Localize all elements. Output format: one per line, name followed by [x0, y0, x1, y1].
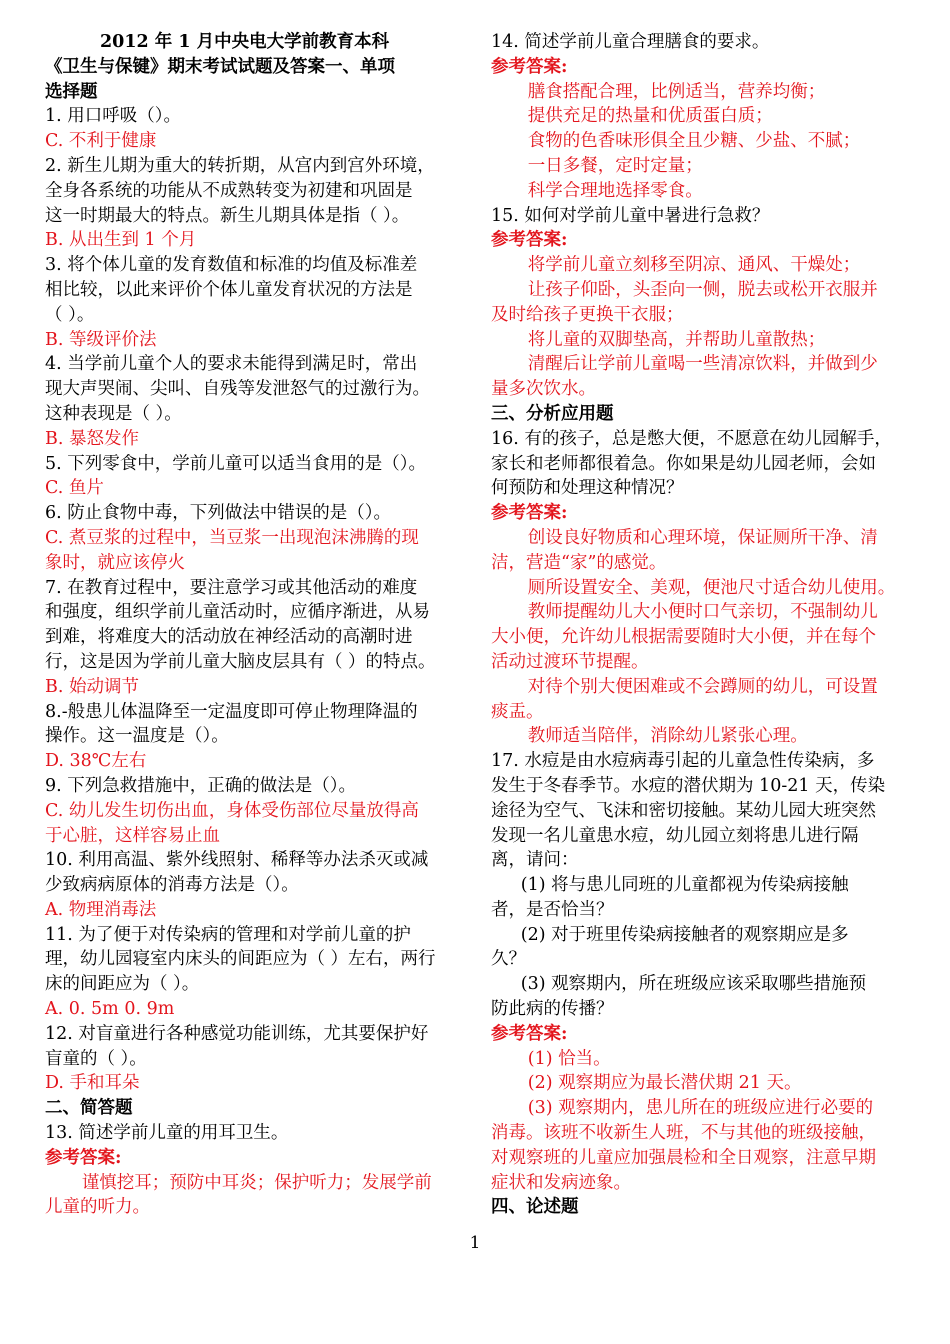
text-line: 科学合理地选择零食。: [527, 180, 703, 201]
text-line: C. 煮豆浆的过程中，当豆浆一出现泡沫沸腾的现: [45, 527, 419, 548]
text-line: 痰盂。: [491, 701, 544, 722]
text-line: 离，请问：: [491, 850, 579, 871]
text-line: 量多次饮水。: [491, 379, 596, 400]
text-line: 对观察班的儿童应加强晨检和全日观察，注意早期: [491, 1147, 876, 1168]
text-line: 6. 防止食物中毒，下列做法中错误的是（）。: [45, 503, 392, 524]
text-line: 床的间距应为（ ）。: [45, 974, 200, 995]
text-line: 消毒。该班不收新生人班，不与其他的班级接触，: [491, 1123, 876, 1144]
text-line: 家长和老师都很着急。你如果是幼儿园老师，会如: [491, 453, 876, 474]
text-line: 7. 在教育过程中，要注意学习或其他活动的难度: [45, 577, 418, 598]
text-line: 全身各系统的功能从不成熟转变为初建和巩固是: [45, 180, 413, 201]
text-line: 《卫生与保键》期末考试试题及答案一、单项: [45, 56, 395, 77]
text-line: 及时给孩子更换干衣服；: [491, 304, 684, 325]
text-line: 17. 水痘是由水痘病毒引起的儿童急性传染病，多: [491, 751, 875, 772]
text-line: 参考答案:: [491, 230, 568, 251]
text-line: 现大声哭闹、尖叫、自残等发泄怒气的过激行为。: [45, 379, 430, 400]
left-column: [45, 30, 457, 1220]
text-line: 食物的色香味形俱全且少糖、少盐、不腻；: [527, 131, 861, 152]
text-line: 一日多餐，定时定量；: [527, 155, 703, 176]
text-line: 10. 利用高温、紫外线照射、稀释等办法杀灭或减: [45, 850, 429, 871]
text-line: 少致病病原体的消毒方法是（）。: [45, 875, 299, 896]
text-line: B. 从出生到 1 个月: [45, 230, 197, 251]
text-line: 这种表现是（ ）。: [45, 403, 182, 424]
text-line: 3. 将个体儿童的发育数值和标准的均值及标准差: [45, 255, 418, 276]
text-line: 15. 如何对学前儿童中暑进行急救？: [491, 205, 770, 226]
text-line: C. 不利于健康: [45, 131, 157, 152]
text-line: (2) 对于班里传染病接触者的观察期应是多: [520, 924, 849, 945]
text-line: 选择题: [45, 81, 98, 102]
text-line: 1. 用口呼吸（）。: [45, 106, 182, 127]
text-line: 发现一名儿童患水痘，幼儿园立刻将患儿进行隔: [491, 825, 859, 846]
text-line: 11. 为了便于对传染病的管理和对学前儿童的护: [45, 924, 411, 945]
text-line: 8.-般患儿体温降至一定温度即可停止物理降温的: [45, 701, 418, 722]
text-line: 和强度，组织学前儿童活动时，应循序渐进，从易: [45, 602, 430, 623]
text-line: 让孩子仰卧，头歪向一侧，脱去或松开衣服并: [527, 279, 878, 300]
text-line: 操作。这一温度是（）。: [45, 726, 229, 747]
text-line: 理，幼儿园寝室内床头的间距应为（ ）左右，两行: [45, 949, 436, 970]
text-line: C. 幼儿发生切伤出血，身体受伤部位尽量放得高: [45, 800, 419, 821]
text-line: 清醒后让学前儿童喝一些清凉饮料，并做到少: [527, 354, 878, 375]
text-line: 于心脏，这样容易止血: [45, 825, 220, 846]
text-line: 谨慎挖耳；预防中耳炎；保护听力；发展学前: [81, 1172, 432, 1193]
text-line: 参考答案:: [45, 1147, 122, 1168]
text-line: B. 暴怒发作: [45, 428, 139, 449]
text-line: B. 始动调节: [45, 676, 139, 697]
text-line: 将儿童的双脚垫高，并帮助儿童散热；: [527, 329, 826, 350]
text-line: 创设良好物质和心理环境，保证厕所干净、清: [527, 527, 878, 548]
text-line: C. 鱼片: [45, 478, 104, 499]
text-line: 教师提醒幼儿大小便时口气亲切，不强制幼儿: [527, 602, 878, 623]
text-line: 三、分析应用题: [491, 403, 614, 424]
text-line: 12. 对盲童进行各种感觉功能训练，尤其要保护好: [45, 1023, 429, 1044]
text-line: 参考答案:: [491, 503, 568, 524]
text-line: D. 手和耳朵: [45, 1073, 140, 1094]
text-line: D. 38℃左右: [45, 751, 147, 772]
text-line: 大小便，允许幼儿根据需要随时大小便，并在每个: [491, 627, 876, 648]
right-column: [491, 30, 905, 1220]
text-line: 四、论述题: [491, 1197, 579, 1218]
text-line: 提供充足的热量和优质蛋白质；: [527, 106, 773, 127]
text-line: 14. 简述学前儿童合理膳食的要求。: [491, 32, 770, 52]
text-line: 参考答案:: [491, 56, 568, 77]
text-line: 症状和发病迹象。: [491, 1172, 631, 1193]
text-line: （ ）。: [45, 304, 95, 325]
text-line: B. 等级评价法: [45, 329, 157, 350]
text-line: 13. 简述学前儿童的用耳卫生。: [45, 1123, 289, 1144]
text-line: 防此病的传播？: [491, 999, 614, 1020]
text-line: 2012 年 1 月中央电大学前教育本科: [100, 32, 390, 52]
text-line: 将学前儿童立刻移至阴凉、通风、干燥处；: [527, 255, 861, 276]
text-line: 厕所设置安全、美观，便池尺寸适合幼儿使用。: [527, 577, 896, 598]
text-line: 到难，将难度大的活动放在神经活动的高潮时进: [45, 627, 413, 648]
text-line: 膳食搭配合理，比例适当，营养均衡；: [527, 81, 826, 102]
text-line: 盲童的（ ）。: [45, 1048, 147, 1069]
text-line: 相比较，以此来评价个体儿童发育状况的方法是: [45, 279, 413, 300]
text-line: (1) 将与患儿同班的儿童都视为传染病接触: [520, 875, 849, 896]
text-line: 久？: [491, 949, 526, 970]
text-line: 二、简答题: [45, 1098, 133, 1119]
text-line: 活动过渡环节提醒。: [491, 651, 649, 672]
text-line: 这一时期最大的特点。新生儿期具体是指（ ）。: [45, 205, 410, 226]
text-line: (2) 观察期应为最长潜伏期 21 天。: [527, 1073, 802, 1094]
text-line: 象时，就应该停火: [45, 552, 185, 573]
text-line: 9. 下列急救措施中，正确的做法是（）。: [45, 775, 357, 796]
text-line: 对待个别大便困难或不会蹲厕的幼儿，可设置: [527, 676, 878, 697]
text-line: 行，这是因为学前儿童大脑皮层具有（ ）的特点。: [45, 651, 436, 672]
text-line: (1) 恰当。: [527, 1048, 611, 1069]
text-line: A. 物理消毒法: [45, 899, 157, 920]
text-line: 儿童的听力。: [45, 1197, 150, 1218]
text-line: (3) 观察期内，所在班级应该采取哪些措施预: [520, 974, 867, 995]
text-line: 4. 当学前儿童个人的要求未能得到满足时，常出: [45, 354, 418, 375]
text-line: 者，是否恰当？: [491, 899, 614, 920]
text-line: 16. 有的孩子，总是憋大便，不愿意在幼儿园解手，: [491, 428, 892, 449]
text-line: 参考答案:: [491, 1023, 568, 1044]
text-line: 何预防和处理这种情况？: [491, 478, 684, 499]
text-line: 洁，营造“家”的感觉。: [491, 552, 667, 573]
text-line: 教师适当陪伴，消除幼儿紧张心理。: [527, 726, 808, 747]
page-number: 1: [469, 1233, 481, 1253]
text-line: A. 0. 5m 0. 9m: [45, 999, 175, 1020]
text-line: 途径为空气、飞沫和密切接触。某幼儿园大班突然: [491, 800, 876, 821]
text-line: 发生于冬春季节。水痘的潜伏期为 10-21 天，传染: [491, 775, 886, 796]
text-line: (3) 观察期内，患儿所在的班级应进行必要的: [527, 1098, 874, 1119]
text-line: 5. 下列零食中，学前儿童可以适当食用的是（）。: [45, 453, 427, 474]
text-line: 2. 新生儿期为重大的转折期，从宫内到宫外环境，: [45, 155, 435, 176]
